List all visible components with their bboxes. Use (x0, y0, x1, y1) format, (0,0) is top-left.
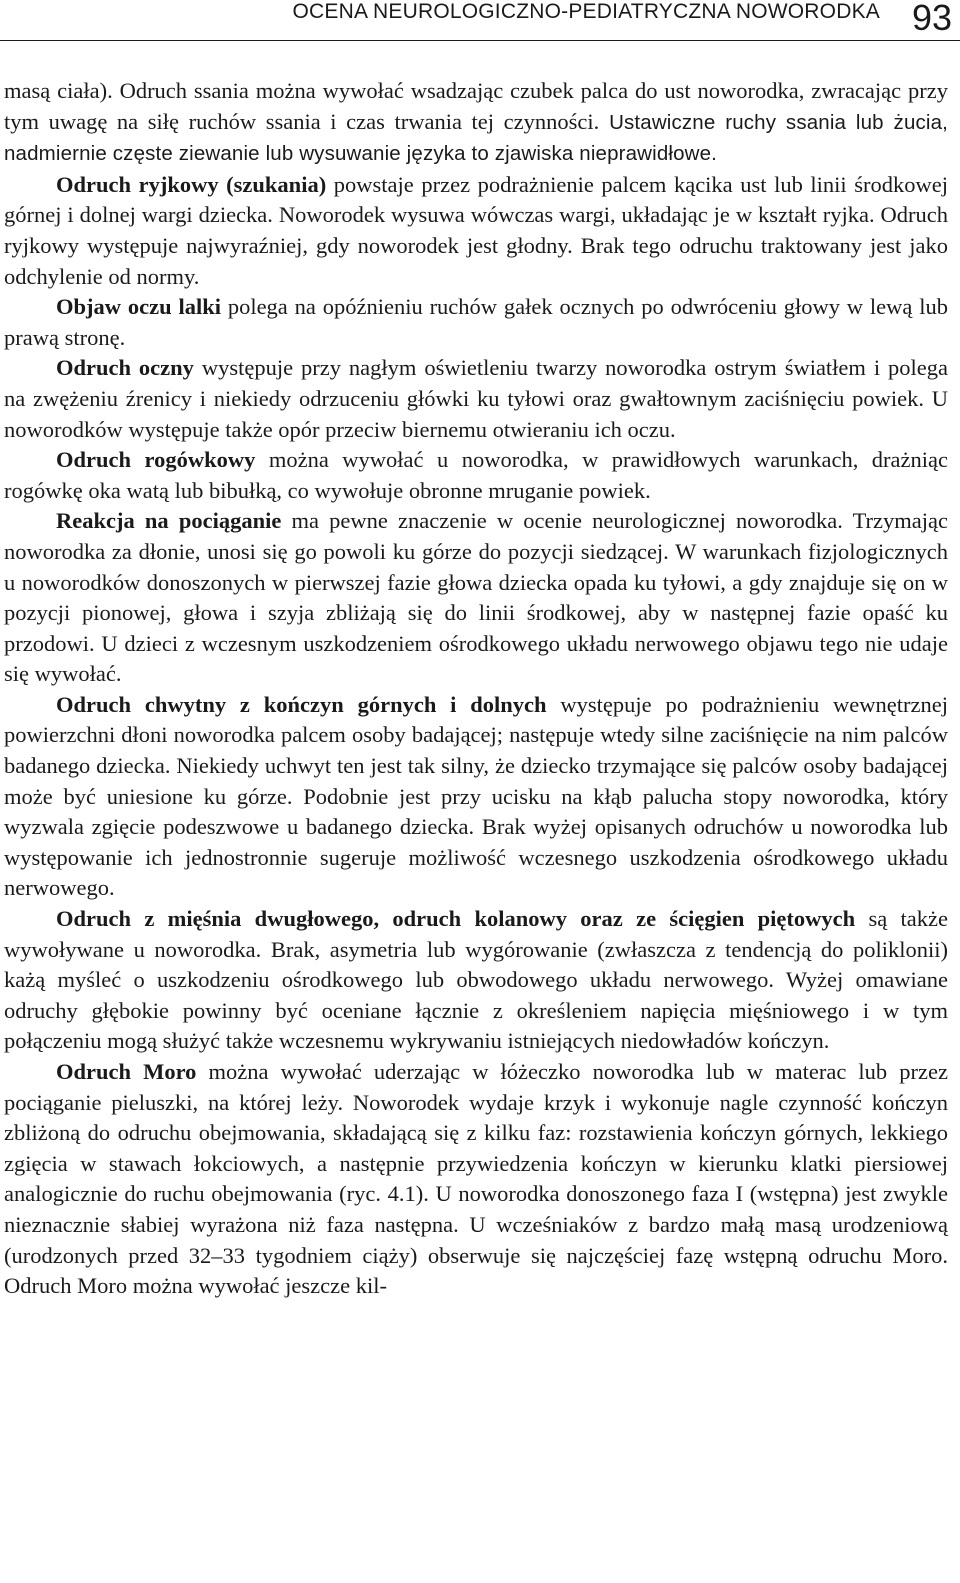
term-heading: Odruch z mięśnia dwugłowego, odruch kolanowy oraz ze ścięgien piętowych (56, 906, 856, 932)
term-heading: Odruch Moro (56, 1059, 197, 1084)
paragraph-traction-response (4, 506, 948, 690)
paragraph-moro-reflex (4, 1057, 948, 1302)
paragraph-rooting-reflex (4, 170, 948, 292)
paragraph-continuation-text-sans: Ustawiczne ruchy ssania lub żucia, nadmiernie częste ziewanie lub wysuwanie języka to zjawiska nieprawidłowe. (4, 110, 948, 166)
paragraph-text: są także wywoływane u noworodka. Brak, asymetria lub wygórowanie (zwłaszcza z tendencją do poliklonii) każą myśleć o uszkodzeniu ośrodkowego lub obwodowego układu nerwowego. Wyżej omawiane odruchy głębokie powinny być oceniane łącznie z określeniem napięcia mięśniowego i w tym połączeniu mogą służyć także wczesnemu wykrywaniu istniejących niedowładów kończyn. (4, 906, 948, 1054)
term-heading: Odruch oczny (56, 355, 194, 381)
paragraph-text: występuje przy nagłym oświetleniu twarzy noworodka ostrym światłem i polega na zwężeniu źrenicy i niekiedy odrzuceniu główki ku tyłowi oraz gwałtownym zaciśnięciu powiek. U noworodków występuje także opór przeciw biernemu otwieraniu ich oczu. (4, 355, 948, 442)
paragraph-text: powstaje przez podrażnienie palcem kącika ust lub linii środkowej górnej i dolnej wargi dziecka. Noworodek wysuwa wówczas wargi, układając je w kształt ryjka. Odruch ryjkowy występuje najwyraźniej, gdy noworodek jest głodny. Brak tego odruchu traktowany jest jako odchylenie od normy. (4, 171, 949, 289)
paragraph-text: można wywołać u noworodka, w prawidłowych warunkach, drażniąc rogówkę oka watą lub bibułką, co wywołuje obronne mruganie powiek. (4, 447, 948, 503)
term-heading: Reakcja na pociąganie (56, 508, 282, 534)
paragraph-text: polega na opóźnieniu ruchów gałek ocznych po odwróceniu głowy w lewą lub prawą stronę. (4, 294, 948, 350)
paragraph-continuation (4, 76, 948, 170)
paragraph-dolls-eye-sign (4, 292, 948, 353)
paragraph-text: występuje po podrażnieniu wewnętrznej powierzchni dłoni noworodka palcem osoby badającej; następuje wtedy silne zaciśnięcie na nim palców badanego dziecka. Niekiedy uchwyt ten jest tak silny, że dziecko trzymające się palców osoby badającej może być uniesione ku górze. Podobnie jest przy ucisku na kłąb palucha stopy noworodka, który wyzwala zgięcie podeszwowe u badanego dziecka. Brak wyżej opisanych odruchów u noworodka lub występowanie ich jednostronnie sugeruje możliwość wczesnego uszkodzenia ośrodkowego układu nerwowego. (4, 691, 948, 901)
term-heading: Odruch rogówkowy (56, 447, 256, 473)
running-header-title: OCENA NEUROLOGICZNO-PEDIATRYCZNA NOWORODKA (292, 0, 880, 23)
term-heading: Objaw oczu lalki (56, 294, 221, 320)
body-text (4, 76, 948, 1302)
paragraph-eye-reflex (4, 353, 948, 445)
page-number: 93 (911, 0, 952, 38)
paragraph-corneal-reflex (4, 445, 948, 506)
paragraph-tendon-reflexes (4, 904, 948, 1057)
paragraph-grasp-reflex (4, 690, 948, 904)
term-heading: Odruch ryjkowy (szukania) (56, 171, 327, 197)
paragraph-text: można wywołać uderzając w łóżeczko noworodka lub w materac lub przez pociąganie pieluszki, na której leży. Noworodek wydaje krzyk i wykonuje nagle czynność kończyn zbliżoną do odruchu obejmowania, składającą się z kilku faz: rozstawienia kończyn górnych, lekkiego zgięcia w stawach łokciowych, a następnie przywiedzenia kończyn w kierunku klatki piersiowej analogicznie do ruchu obejmowania (ryc. 4.1). U noworodka donoszonego faza I (wstępna) jest zwykle nieznacznie słabiej wyrażona niż faza następna. U wcześniaków z bardzo małą masą urodzeniową (urodzonych przed 32–33 tygodniem ciąży) obserwuje się najczęściej fazę wstępną odruchu Moro. Odruch Moro można wywołać jeszcze kil- (4, 1059, 948, 1299)
paragraph-continuation-text: masą ciała). Odruch ssania można wywołać wsadzając czubek palca do ust noworodka, zwracając przy tym uwagę na siłę ruchów ssania i czas trwania tej czynności. (4, 78, 948, 134)
running-header (0, 0, 960, 41)
term-heading: Odruch chwytny z kończyn górnych i dolnych (56, 691, 547, 717)
paragraph-text: ma pewne znaczenie w ocenie neurologicznej noworodka. Trzymając noworodka za dłonie, unosi się go powoli ku górze do pozycji siedzącej. W warunkach fizjologicznych u noworodków donoszonych w pierwszej fazie głowa dziecka opada ku tyłowi, a gdy znajduje się on w pozycji pionowej, głowa i szyja zbliżają się do linii środkowej, aby w następnej fazie opaść ku przodowi. U dzieci z wczesnym uszkodzeniem ośrodkowego układu nerwowego objawu tego nie udaje się wywołać. (4, 508, 949, 687)
